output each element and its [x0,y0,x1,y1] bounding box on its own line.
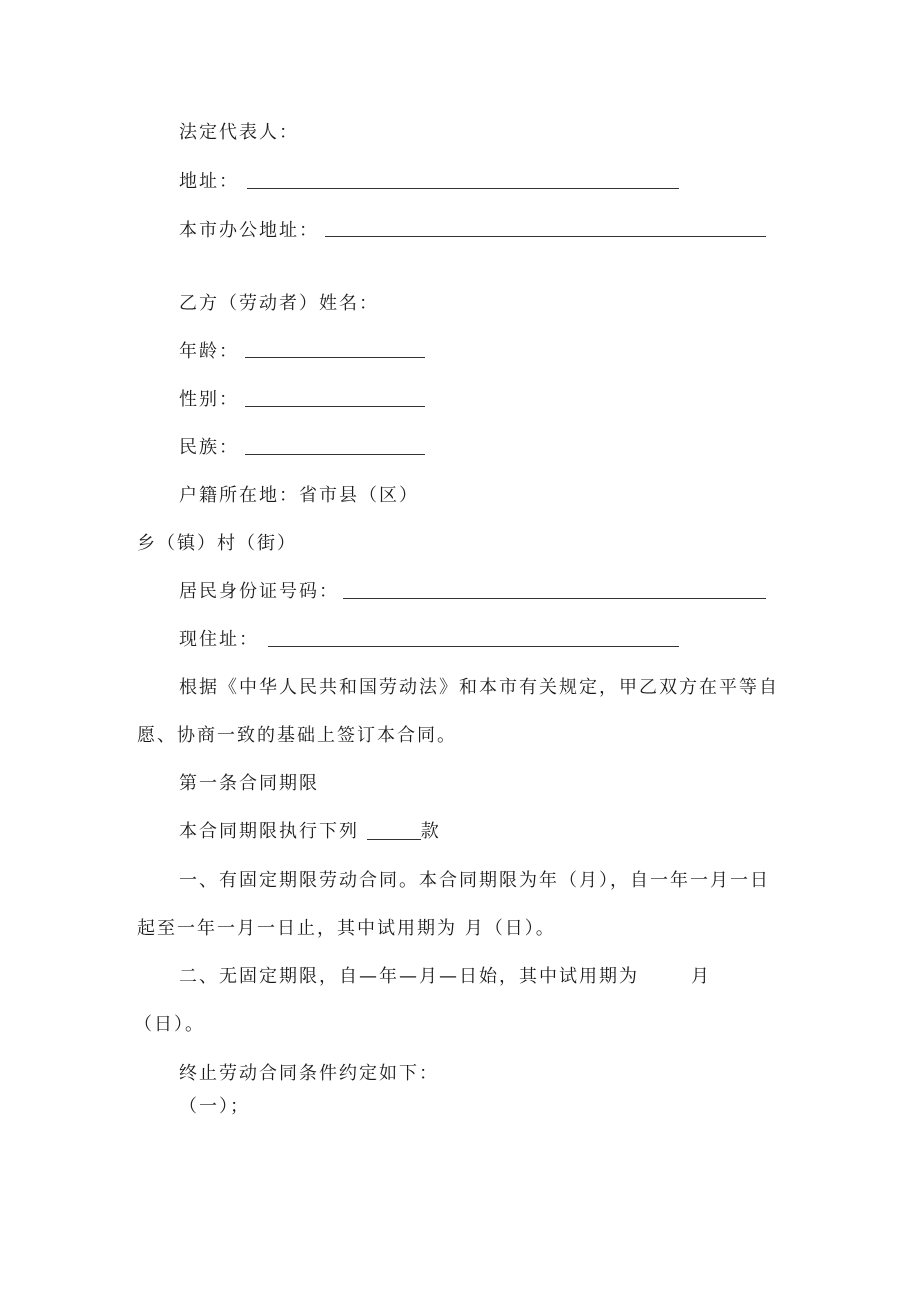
termination-conditions-title: 终止劳动合同条件约定如下： [179,1063,439,1084]
party-b-name-label: 乙方（劳动者）姓名： [179,293,379,314]
fixed-term-line-1: 一、有固定期限劳动合同。本合同期限为年（月），自一年一月一日 [179,870,770,891]
id-number-label: 居民身份证号码： [179,581,339,602]
ethnicity-label: 民族： [179,437,239,458]
household-registration-line-2: 乡（镇）村（街） [137,533,297,554]
preamble-line-1: 根据《中华人民共和国劳动法》和本市有关规定，甲乙双方在平等自 [179,677,779,698]
address-blank-line [247,188,679,189]
household-registration-line-1: 户籍所在地：省市县（区） [179,485,419,506]
age-label: 年龄： [179,341,239,362]
open-ended-text: 二、无固定期限，自—年—月—日始，其中试用期为 [179,966,639,987]
city-office-address-blank-line [325,236,766,237]
current-address-blank-line [268,646,679,647]
address-label: 地址： [179,171,239,192]
term-clause-blank [367,821,421,840]
fixed-term-line-2: 起至一年一月一日止，其中试用期为 月（日）。 [137,918,556,939]
article-1-title: 第一条合同期限 [179,773,319,794]
gender-label: 性别： [179,389,239,410]
ethnicity-blank-line [245,454,425,455]
term-clause-suffix: 款 [420,821,441,842]
id-number-blank-line [343,598,766,599]
open-ended-line-1 [179,965,711,989]
termination-item-1: （一）； [179,1096,250,1117]
term-clause-prefix: 本合同期限执行下列 [179,821,359,842]
gender-blank-line [245,406,425,407]
legal-representative-label: 法定代表人： [179,122,299,143]
open-ended-line-2: （日）。 [134,1014,205,1035]
city-office-address-label: 本市办公地址： [179,220,319,241]
current-address-label: 现住址： [179,629,259,650]
open-ended-month-unit: 月 [691,966,711,987]
preamble-line-2: 愿、协商一致的基础上签订本合同。 [137,725,457,746]
age-blank-line [245,357,425,358]
term-clause-selection [179,820,441,844]
